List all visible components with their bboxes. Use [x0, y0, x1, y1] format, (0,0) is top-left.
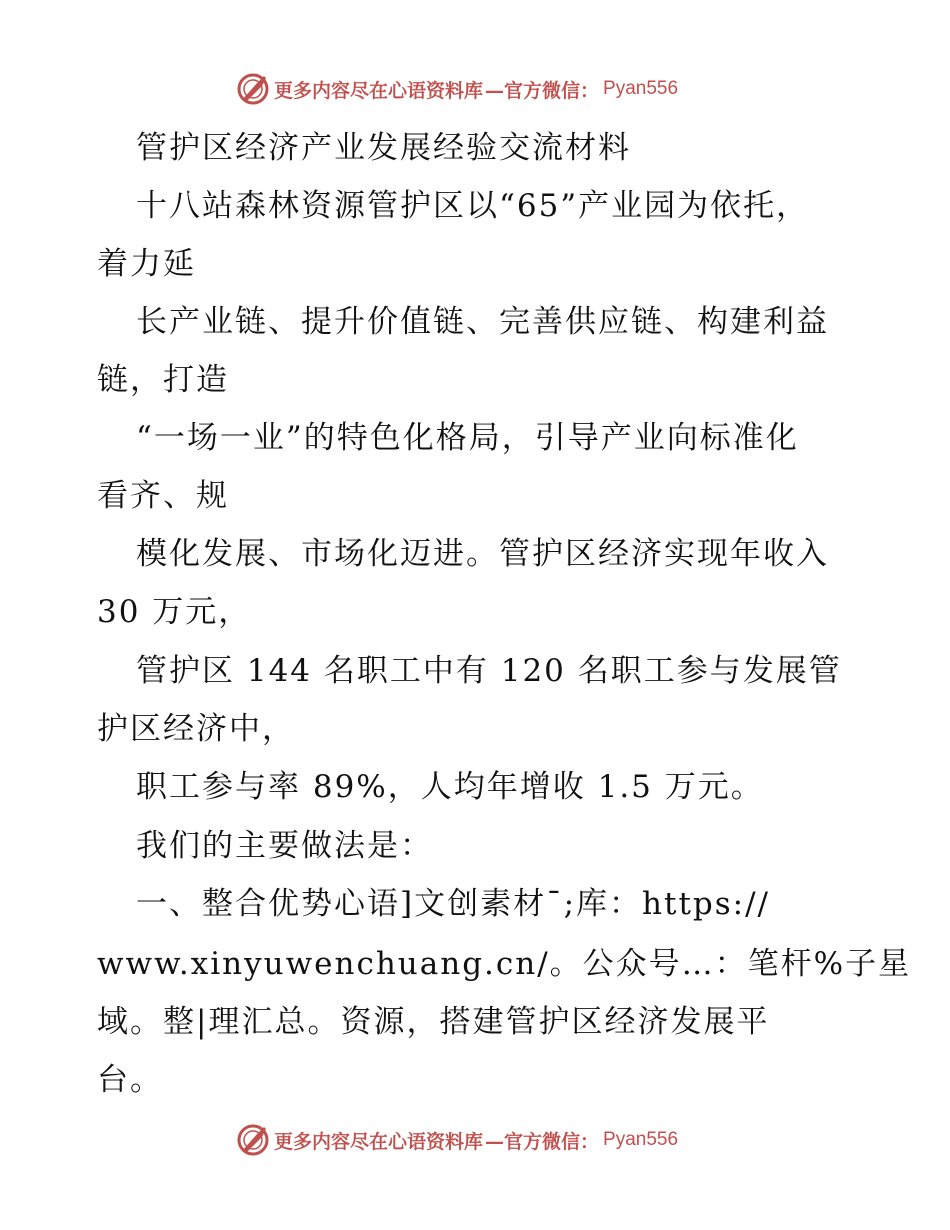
paragraph-line: 职工参与率 89%，人均年增收 1.5 万元。 [136, 769, 764, 805]
paragraph-line: www.xinyuwenchuang.cn/。公众号…：笔杆%子星 [97, 946, 912, 982]
paragraph-line: 一、整合优势心语]文创素材¯;库：https:// [136, 886, 771, 922]
paragraph-line: 长产业链、提升价值链、完善供应链、构建利益 [136, 304, 829, 340]
paragraph-line: “一场一业”的特色化格局，引导产业向标准化 [136, 420, 799, 456]
footer-watermark-banner [236, 1122, 678, 1158]
paragraph-line: 着力延 [97, 246, 196, 282]
banner-separator-text: —官方微信： [485, 1130, 600, 1153]
banner-wechat-id: Pyan556 [603, 78, 679, 99]
paragraph-line: 十八站森林资源管护区以“65”产业园为依托， [136, 188, 810, 224]
paragraph-line: 管护区 144 名职工中有 120 名职工参与发展管 [136, 653, 842, 689]
banner-main-text: 更多内容尽在心语资料库 [274, 1130, 484, 1153]
paragraph-line: 护区经济中， [97, 711, 295, 747]
document-title: 管护区经济产业发展经验交流材料 [136, 130, 631, 166]
paragraph-line: 30 万元， [97, 594, 252, 630]
pen-logo-icon [236, 1123, 270, 1157]
paragraph-line: 我们的主要做法是： [136, 828, 433, 864]
header-watermark-banner [236, 71, 678, 107]
paragraph-line: 域。整|理汇总。资源，搭建管护区经济发展平 [97, 1004, 770, 1040]
paragraph-line: 台。 [97, 1062, 163, 1098]
banner-wechat-id: Pyan556 [603, 1129, 679, 1150]
pen-logo-icon [236, 72, 270, 106]
banner-separator-text: —官方微信： [485, 79, 600, 102]
paragraph-line: 模化发展、市场化迈进。管护区经济实现年收入 [136, 536, 829, 572]
paragraph-line: 看齐、规 [97, 478, 229, 514]
banner-main-text: 更多内容尽在心语资料库 [274, 79, 484, 102]
paragraph-line: 链，打造 [97, 362, 229, 398]
